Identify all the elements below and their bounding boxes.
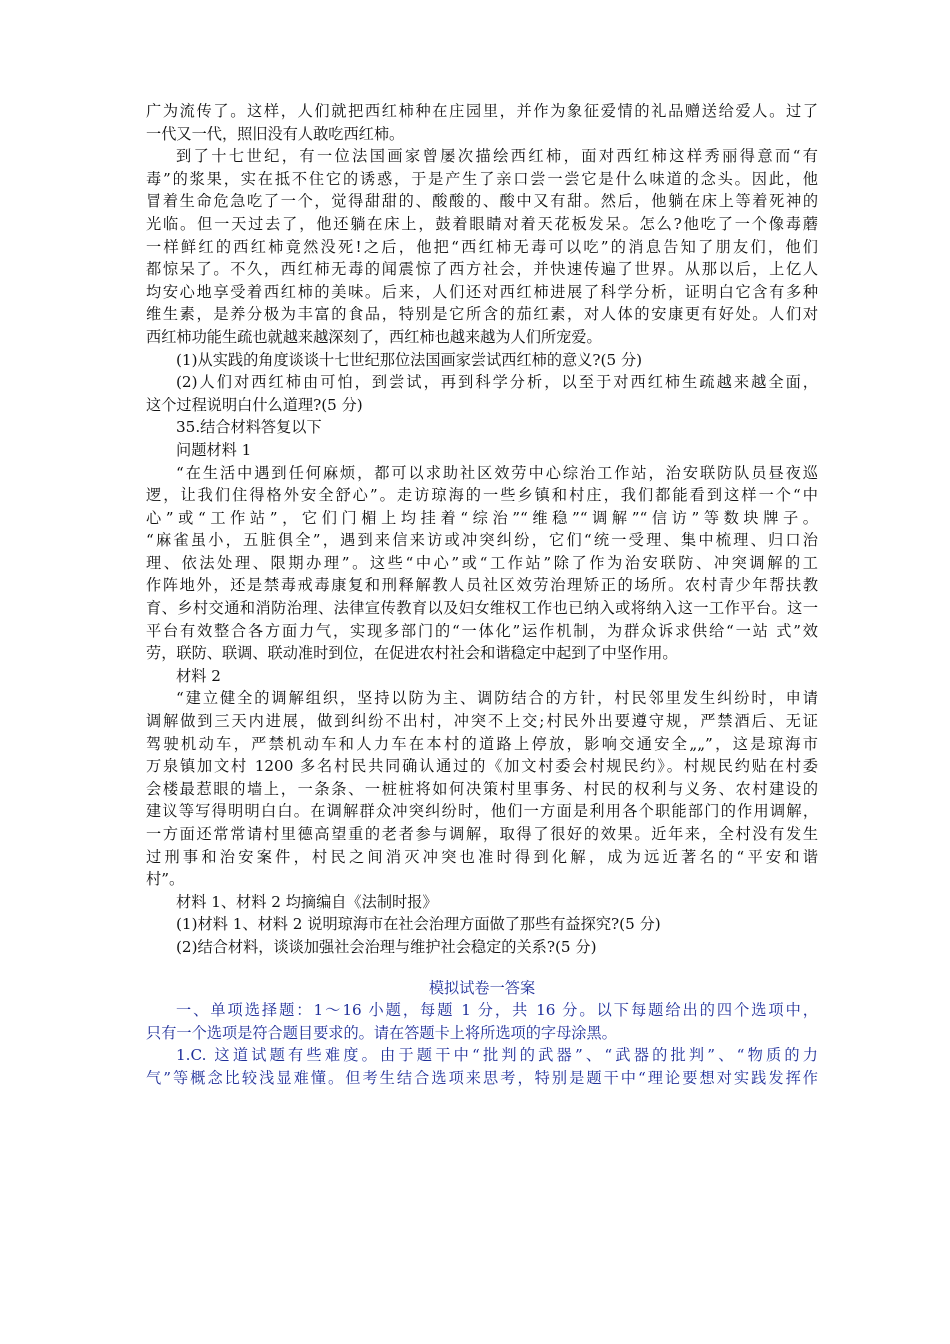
paragraph-line: 光临。但一天过去了，他还躺在床上，鼓着眼睛对着天花板发呆。怎么?他吃了一个像毒蘑 bbox=[146, 214, 818, 233]
paragraph-line: 劳，联防、联调、联动准时到位，在促进农村社会和谐稳定中起到了中坚作用。 bbox=[146, 644, 678, 663]
paragraph-line: 平台有效整合各方面力气，实现多部门的“一体化”运作机制，为群众诉求供给“一站 式”效 bbox=[146, 621, 818, 640]
paragraph-line: 均安心地享受着西红柿的美味。后来，人们还对西红柿进展了科学分析，证明白它含有多种 bbox=[146, 282, 818, 301]
paragraph-line: 过刑事和治安案件，村民之间消灭冲突也准时得到化解，成为远近著名的“平安和谐 bbox=[146, 847, 818, 866]
paragraph-line: 建议等写得明明白白。在调解群众冲突纠纷时，他们一方面是利用各个职能部门的作用调解， bbox=[146, 802, 818, 821]
paragraph-line: 育、乡村交通和消防治理、法律宣传教育以及妇女维权工作也已纳入或将纳入这一工作平台。这一 bbox=[146, 599, 818, 618]
section-gap bbox=[146, 959, 818, 977]
story-text bbox=[146, 100, 818, 416]
paragraph-line: 冒着生命危急吃了一个，觉得甜甜的、酸酸的、酸中又有甜。然后，他躺在床上等着死神的 bbox=[146, 192, 818, 211]
paragraph-line: 理、依法处理、限期办理”。这些“中心”或“工作站”除了作为治安联防、冲突调解的工 bbox=[146, 553, 818, 572]
answers-section bbox=[146, 977, 818, 1090]
answers-instruction: 一、单项选择题：1～16 小题，每题 1 分，共 16 分。以下每题给出的四个选项中， bbox=[176, 1001, 818, 1020]
paragraph-line: 作阵地外，还是禁毒戒毒康复和刑释解教人员社区效劳治理矫正的场所。农村青少年帮扶教 bbox=[146, 576, 818, 595]
question-heading: 35.结合材料答复以下 bbox=[176, 418, 322, 437]
paragraph-line: 调解做到三天内进展，做到纠纷不出村，冲突不上交;村民外出要遵守规，严禁酒后、无证 bbox=[146, 712, 818, 731]
paragraph-line: 会楼最惹眼的墙上，一条条、一桩桩将如何决策村里事务、村民的权利与义务、农村建设的 bbox=[146, 779, 818, 798]
material-2-label: 材料 2 bbox=[176, 666, 221, 685]
question-1: (1)从实践的角度谈谈十七世纪那位法国画家尝试西红柿的意义?(5 分) bbox=[176, 350, 643, 369]
answers-instruction-continued: 只有一个选项是符合题目要求的。请在答题卡上将所选项的字母涂黑。 bbox=[146, 1023, 617, 1042]
paragraph-line: 都惊呆了。不久，西红柿无毒的闻震惊了西方社会，并快速传遍了世界。从那以后，上亿人 bbox=[146, 260, 818, 279]
question-2: (2)人们对西红柿由可怕，到尝试，再到科学分析，以至于对西红柿生疏越来越全面， bbox=[176, 373, 818, 392]
question-35-1: (1)材料 1、材料 2 说明琼海市在社会治理方面做了那些有益探究?(5 分) bbox=[176, 915, 661, 934]
paragraph-line: 到了十七世纪，有一位法国画家曾屡次描绘西红柿，面对西红柿这样秀丽得意而“有 bbox=[176, 147, 818, 166]
material-source: 材料 1、材料 2 均摘编自《法制时报》 bbox=[176, 892, 438, 911]
paragraph-line: “在生活中遇到任何麻烦，都可以求助社区效劳中心综治工作站，治安联防队员昼夜巡 bbox=[176, 463, 818, 482]
paragraph-line: “麻雀虽小，五脏俱全”，遇到来信来访或冲突纠纷，它们“统一受理、集中梳理、归口治 bbox=[146, 531, 818, 550]
paragraph-line: 村”。 bbox=[146, 870, 185, 889]
paragraph-line: 西红柿功能生疏也就越来越深刻了，西红柿也越来越为人们所宠爱。 bbox=[146, 327, 602, 346]
answer-1: 1.C. 这道试题有些难度。由于题干中“批判的武器”、“武器的批判”、“物质的力 bbox=[176, 1046, 818, 1065]
document-page bbox=[146, 100, 818, 1090]
question-2-continued: 这个过程说明白什么道理?(5 分) bbox=[146, 395, 363, 414]
paragraph-line: 广为流传了。这样，人们就把西红柿种在庄园里，并作为象征爱情的礼品赠送给爱人。过了 bbox=[146, 102, 818, 120]
paragraph-line: 心”或“工作站”，它们门楣上均挂着“综治”“维稳”“调解”“信访”等数块牌子。 bbox=[146, 508, 818, 527]
paragraph-line: 万泉镇加文村 1200 多名村民共同确认通过的《加文村委会村规民约》。村规民约贴在村委 bbox=[146, 757, 818, 776]
answer-1-continued: 气”等概念比较浅显难懂。但考生结合选项来思考，特别是题干中“理论要想对实践发挥作 bbox=[146, 1068, 818, 1087]
question-35-2: (2)结合材料，谈谈加强社会治理与维护社会稳定的关系?(5 分) bbox=[176, 937, 597, 956]
paragraph-line: 驾驶机动车，严禁机动车和人力车在本村的道路上停放，影响交通安全„„”，这是琼海市 bbox=[146, 734, 818, 753]
material-1-label: 问题材料 1 bbox=[176, 440, 252, 459]
paragraph-line: “建立健全的调解组织，坚持以防为主、调防结合的方针，村民邻里发生纠纷时，申请 bbox=[176, 689, 818, 708]
paragraph-line: 一方面还常常请村里德高望重的老者参与调解，取得了很好的效果。近年来，全村没有发生 bbox=[146, 825, 818, 843]
paragraph-line: 毒”的浆果，实在抵不住它的诱惑，于是产生了亲口尝一尝它是什么味道的念头。因此，他 bbox=[146, 169, 818, 188]
paragraph-line: 一代又一代，照旧没有人敢吃西红柿。 bbox=[146, 124, 405, 143]
question-35 bbox=[146, 416, 818, 958]
paragraph-line: 逻，让我们住得格外安全舒心”。走访琼海的一些乡镇和村庄，我们都能看到这样一个“中 bbox=[146, 486, 818, 505]
answers-title: 模拟试卷一答案 bbox=[428, 978, 536, 997]
paragraph-line: 一样鲜红的西红柿竟然没死!之后，他把“西红柿无毒可以吃”的消息告知了朋友们，他们 bbox=[146, 237, 818, 256]
paragraph-line: 维生素，是养分极为丰富的食品，特别是它所含的茄红素，对人体的安康更有好处。人们对 bbox=[146, 305, 818, 324]
